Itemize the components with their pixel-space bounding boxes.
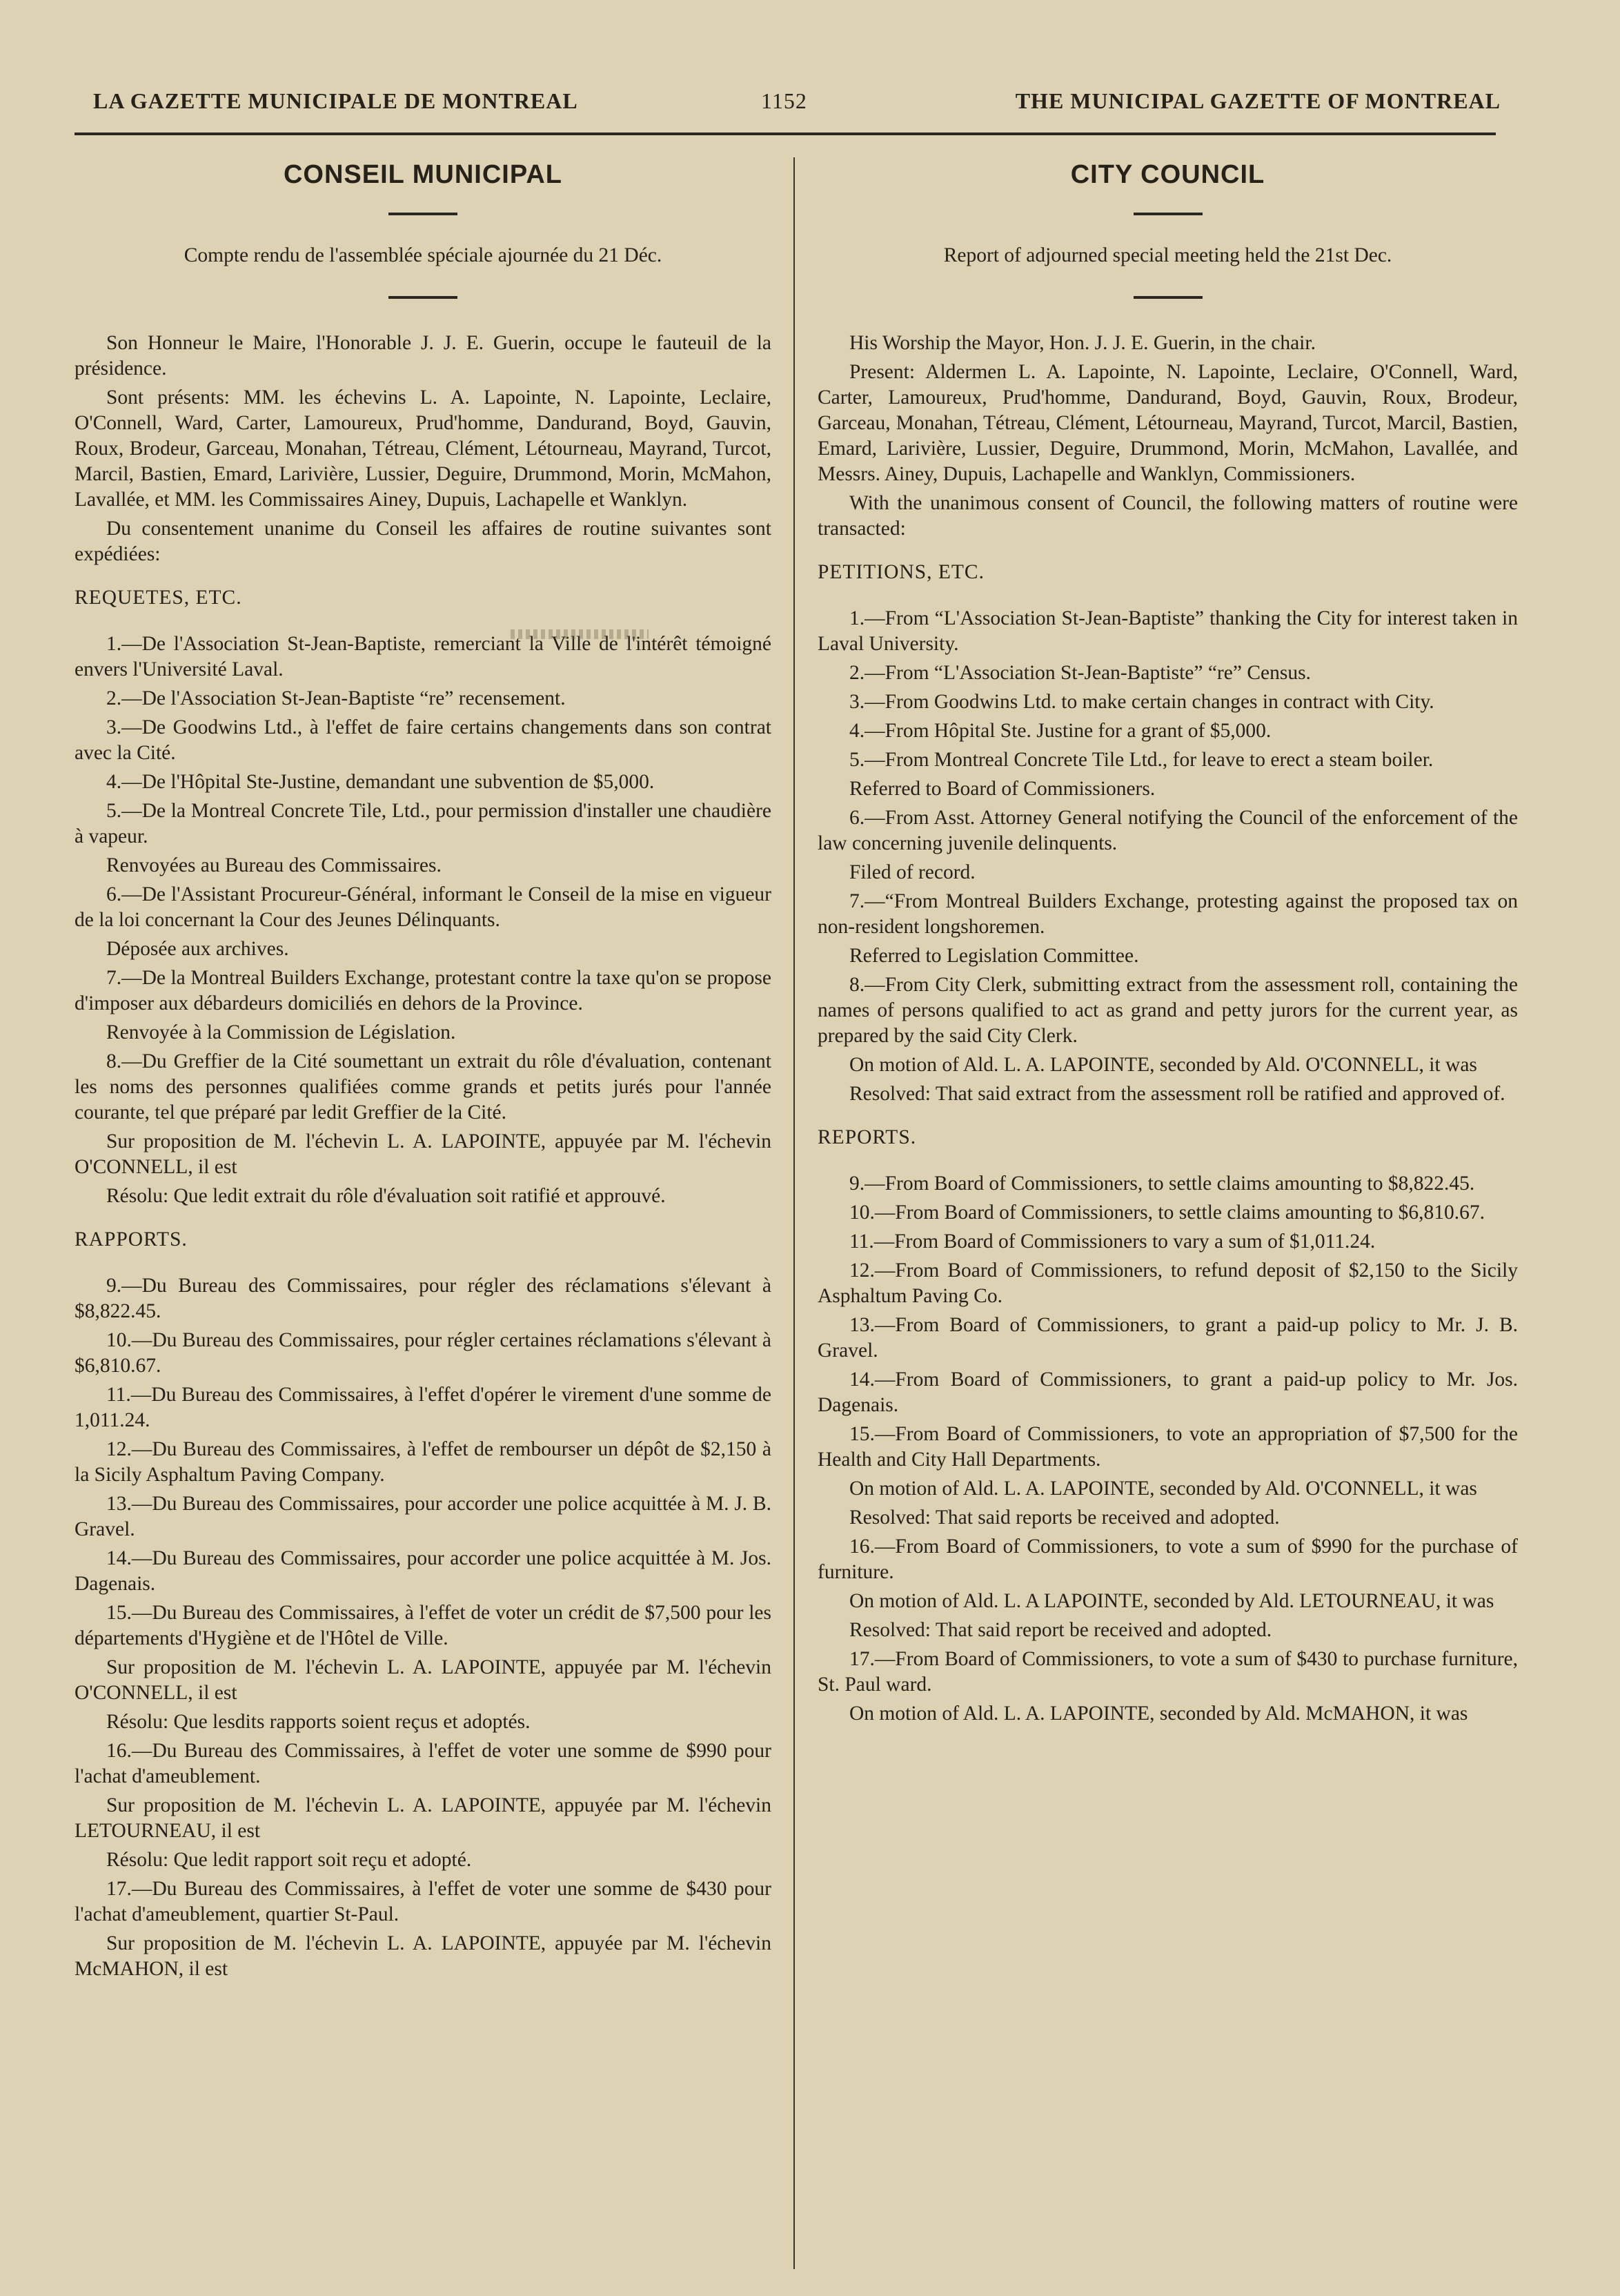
english-section-heading: REPORTS. [818, 1126, 917, 1148]
french-item: Sur proposition de M. l'échevin L. A. LAPOINTE, appuyée par M. l'échevin O'CONNELL, il est [75, 1656, 771, 1704]
english-item: 10.—From Board of Commissioners, to settle claims amounting to $6,810.67. [849, 1201, 1485, 1224]
english-item: 1.—From “L'Association St-Jean-Baptiste” thanking the City for interest taken in Laval University. [818, 607, 1518, 655]
column-divider [793, 157, 795, 2269]
french-subtitle: Compte rendu de l'assemblée spéciale ajournée du 21 Déc. [184, 244, 662, 266]
page-number: 1152 [761, 88, 807, 113]
french-item: 7.—De la Montreal Builders Exchange, protestant contre la taxe qu'on se propose d'imposer aux débardeurs domiciliés en dehors de la Province. [75, 967, 771, 1014]
french-item: 4.—De l'Hôpital Ste-Justine, demandant une subvention de $5,000. [106, 771, 655, 793]
french-item: 17.—Du Bureau des Commissaires, à l'effet de voter une somme de $430 pour l'achat d'ameublement, quartier St-Paul. [75, 1878, 771, 1925]
french-item: 13.—Du Bureau des Commissaires, pour accorder une police acquittée à M. J. B. Gravel. [75, 1493, 771, 1540]
french-section-heading: RAPPORTS. [75, 1228, 188, 1250]
english-item: Referred to Board of Commissioners. [849, 778, 1156, 800]
english-item: Resolved: That said report be received and adopted. [849, 1619, 1272, 1641]
english-item: 14.—From Board of Commissioners, to grant a paid-up policy to Mr. Jos. Dagenais. [818, 1368, 1518, 1416]
french-item: 1.—De l'Association St-Jean-Baptiste, remerciant la Ville de l'intérêt témoigné envers l'Université Laval. [75, 633, 771, 680]
french-item: Déposée aux archives. [106, 938, 289, 960]
french-item: 6.—De l'Assistant Procureur-Général, informant le Conseil de la mise en vigueur de la loi concernant la Cour des Jeunes Délinquants. [75, 883, 771, 931]
french-item: 12.—Du Bureau des Commissaires, à l'effet de rembourser un dépôt de $2,150 à la Sicily Asphaltum Paving Company. [75, 1438, 771, 1486]
english-item: 2.—From “L'Association St-Jean-Baptiste” “re” Census. [849, 662, 1311, 684]
english-paragraph: His Worship the Mayor, Hon. J. J. E. Guerin, in the chair. [849, 332, 1316, 354]
french-item: Résolu: Que ledit extrait du rôle d'évaluation soit ratifié et approuvé. [106, 1185, 666, 1207]
french-item: 3.—De Goodwins Ltd., à l'effet de faire certains changements dans son contrat avec la Cité. [75, 716, 771, 764]
french-item: Résolu: Que ledit rapport soit reçu et adopté. [106, 1849, 472, 1871]
english-item: 17.—From Board of Commissioners, to vote a sum of $430 to purchase furniture, St. Paul ward. [818, 1648, 1518, 1696]
french-paragraph: Sont présents: MM. les échevins L. A. Lapointe, N. Lapointe, Leclaire, O'Connell, Ward, Carter, Lamoureux, Prud'homme, Dandurand, Boyd, Gauvin, Roux, Brodeur, Garceau, Monahan, Tétreau, Clément, Létourneau, Mayrand, Turcot, Marcil, Bastien, Emard, Larivière, Lussier, Deguire, Drummond, Morin, McMahon, Lavallée, et MM. les Commissaires Ainey, Dupuis, Lachapelle et Wanklyn. [75, 386, 771, 511]
english-item: 11.—From Board of Commissioners to vary a sum of $1,011.24. [849, 1230, 1376, 1253]
french-title: CONSEIL MUNICIPAL [283, 160, 563, 189]
french-item: 16.—Du Bureau des Commissaires, à l'effet de voter une somme de $990 pour l'achat d'ameublement. [75, 1740, 771, 1787]
english-item: On motion of Ald. L. A LAPOINTE, seconded by Ald. LETOURNEAU, it was [849, 1590, 1494, 1612]
english-subtitle: Report of adjourned special meeting held the 21st Dec. [943, 244, 1392, 266]
english-item: 5.—From Montreal Concrete Tile Ltd., for leave to erect a steam boiler. [849, 749, 1434, 771]
english-item: On motion of Ald. L. A. LAPOINTE, seconded by Ald. McMAHON, it was [849, 1703, 1468, 1725]
english-item: 6.—From Asst. Attorney General notifying the Council of the enforcement of the law concerning juvenile delinquents. [818, 807, 1518, 854]
english-paragraph: With the unanimous consent of Council, the following matters of routine were transacted: [818, 492, 1518, 540]
print-smudge [511, 629, 649, 639]
french-item: 15.—Du Bureau des Commissaires, à l'effet de voter un crédit de $7,500 pour les départements d'Hygiène et de l'Hôtel de Ville. [75, 1602, 771, 1649]
french-item: Résolu: Que lesdits rapports soient reçus et adoptés. [106, 1711, 531, 1733]
english-paragraph: Present: Aldermen L. A. Lapointe, N. Lapointe, Leclaire, O'Connell, Ward, Carter, Lamoureux, Prud'homme, Dandurand, Boyd, Gauvin, Roux, Brodeur, Garceau, Monahan, Tétreau, Clément, Létourneau, Mayrand, Turcot, Marcil, Bastien, Emard, Larivière, Lussier, Deguire, Drummond, Morin, McMahon, Lavallée, and Messrs. Ainey, Dupuis, Lachapelle and Wanklyn, Commissioners. [818, 361, 1518, 485]
french-section-heading: REQUETES, ETC. [75, 587, 242, 609]
english-column [818, 162, 1518, 1730]
english-item: 8.—From City Clerk, submitting extract from the assessment roll, containing the names of persons qualified to act as grand and petty jurors for the current year, as prepared by the said City Clerk. [818, 974, 1518, 1047]
french-item: 10.—Du Bureau des Commissaires, pour régler certaines réclamations s'élevant à $6,810.67. [75, 1329, 771, 1377]
french-item: 14.—Du Bureau des Commissaires, pour accorder une police acquittée à M. Jos. Dagenais. [75, 1547, 771, 1595]
english-item: On motion of Ald. L. A. LAPOINTE, seconded by Ald. O'CONNELL, it was [849, 1054, 1477, 1076]
english-item: 13.—From Board of Commissioners, to grant a paid-up policy to Mr. J. B. Gravel. [818, 1314, 1518, 1362]
french-item: Sur proposition de M. l'échevin L. A. LAPOINTE, appuyée par M. l'échevin McMAHON, il est [75, 1932, 771, 1980]
french-item: Sur proposition de M. l'échevin L. A. LAPOINTE, appuyée par M. l'échevin O'CONNELL, il est [75, 1130, 771, 1178]
subtitle-rule [388, 296, 457, 299]
french-paragraph: Du consentement unanime du Conseil les affaires de routine suivantes sont expédiées: [75, 518, 771, 565]
english-item: On motion of Ald. L. A. LAPOINTE, seconded by Ald. O'CONNELL, it was [849, 1478, 1477, 1500]
english-item: 3.—From Goodwins Ltd. to make certain changes in contract with City. [849, 691, 1434, 713]
english-item: 7.—“From Montreal Builders Exchange, protesting against the proposed tax on non-resident longshoremen. [818, 890, 1518, 938]
french-item: 9.—Du Bureau des Commissaires, pour régler des réclamations s'élevant à $8,822.45. [75, 1275, 771, 1322]
subtitle-rule [1134, 296, 1203, 299]
title-rule [1134, 213, 1203, 215]
english-item: 12.—From Board of Commissioners, to refund deposit of $2,150 to the Sicily Asphaltum Paving Co. [818, 1259, 1518, 1307]
french-column [75, 162, 771, 1985]
english-item: 15.—From Board of Commissioners, to vote an appropriation of $7,500 for the Health and City Hall Departments. [818, 1423, 1518, 1471]
title-rule [388, 213, 457, 215]
french-item: Sur proposition de M. l'échevin L. A. LAPOINTE, appuyée par M. l'échevin LETOURNEAU, il est [75, 1794, 771, 1842]
french-item: Renvoyées au Bureau des Commissaires. [106, 854, 442, 876]
running-header [93, 88, 1501, 119]
english-item: Resolved: That said extract from the assessment roll be ratified and approved of. [849, 1083, 1505, 1105]
english-item: Resolved: That said reports be received and adopted. [849, 1507, 1280, 1529]
french-item: 8.—Du Greffier de la Cité soumettant un extrait du rôle d'évaluation, contenant les noms des personnes qualifiées comme grands et petits jurés pour l'année courante, tel que préparé par ledit Greffier de la Cité. [75, 1050, 771, 1124]
english-item: Referred to Legislation Committee. [849, 945, 1139, 967]
french-item: Renvoyée à la Commission de Législation. [106, 1021, 456, 1043]
french-paragraph: Son Honneur le Maire, l'Honorable J. J. E. Guerin, occupe le fauteuil de la présidence. [75, 332, 771, 380]
header-rule [75, 133, 1496, 135]
english-section-heading: PETITIONS, ETC. [818, 561, 985, 583]
french-item: 2.—De l'Association St-Jean-Baptiste “re” recensement. [106, 687, 566, 709]
english-item: 16.—From Board of Commissioners, to vote a sum of $990 for the purchase of furniture. [818, 1535, 1518, 1583]
english-item: 4.—From Hôpital Ste. Justine for a grant of $5,000. [849, 720, 1272, 742]
header-title-french: LA GAZETTE MUNICIPALE DE MONTREAL [93, 88, 578, 113]
english-title: CITY COUNCIL [1070, 160, 1265, 189]
french-item: 11.—Du Bureau des Commissaires, à l'effet d'opérer le virement d'une somme de 1,011.24. [75, 1384, 771, 1431]
french-item: 5.—De la Montreal Concrete Tile, Ltd., pour permission d'installer une chaudière à vapeur. [75, 800, 771, 847]
header-title-english: THE MUNICIPAL GAZETTE OF MONTREAL [1015, 88, 1501, 113]
english-item: 9.—From Board of Commissioners, to settle claims amounting to $8,822.45. [849, 1172, 1475, 1195]
english-item: Filed of record. [849, 861, 976, 883]
